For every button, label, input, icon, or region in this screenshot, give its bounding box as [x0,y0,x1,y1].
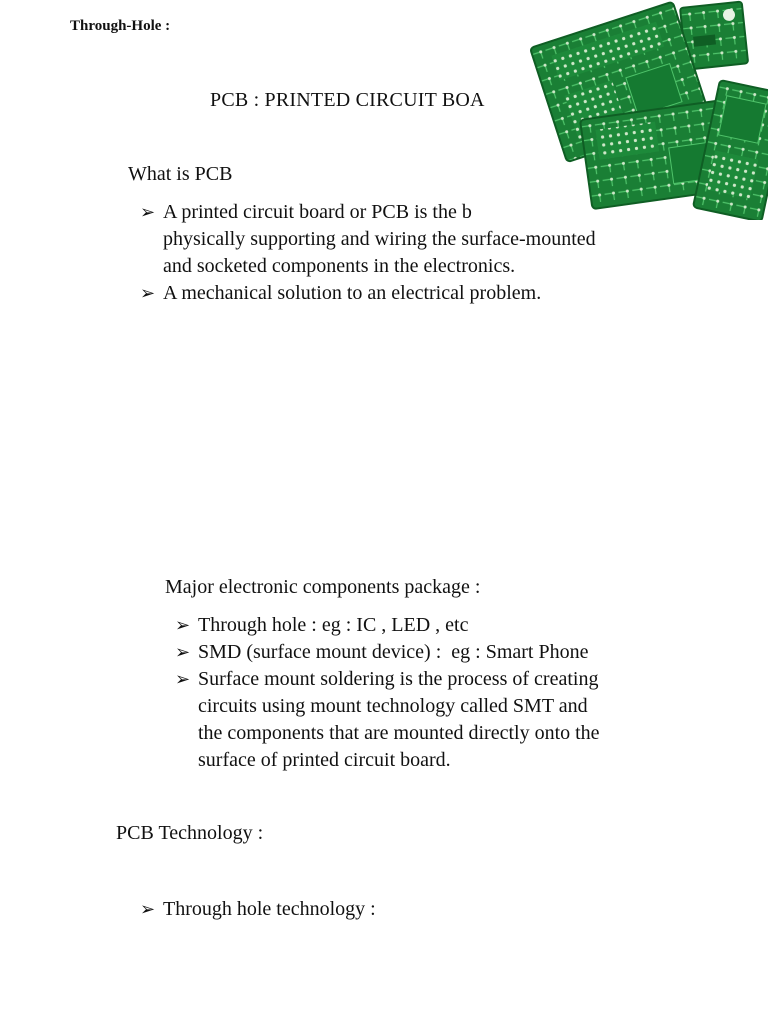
list-item-text: physically supporting and wiring the surface-mounted [163,228,596,250]
arrowhead-bullet-icon: ➢ [140,202,156,223]
list-item-text: Through hole technology : [163,898,376,920]
section-heading-what-is-pcb: What is PCB [128,163,233,185]
list-item-text: and socketed components in the electronics. [163,255,516,277]
arrowhead-bullet-icon: ➢ [175,615,191,636]
list-item-text: surface of printed circuit board. [198,749,451,771]
list-item-text: A mechanical solution to an electrical problem. [163,282,542,304]
list-item [140,199,683,226]
list-item-continuation [163,226,683,253]
pcb-photo [520,0,768,220]
pcb-boards-illustration [520,0,768,220]
pcb-definition-list [140,199,683,307]
list-item-text: the components that are mounted directly onto the [198,722,600,744]
list-item [140,896,563,923]
list-item-continuation [163,253,683,280]
list-item-continuation [198,747,688,774]
list-item-continuation [198,720,688,747]
arrowhead-bullet-icon: ➢ [140,283,156,304]
arrowhead-bullet-icon: ➢ [175,669,191,690]
arrowhead-bullet-icon: ➢ [140,899,156,920]
list-item-text: Surface mount soldering is the process of creating [198,668,599,690]
list-item-text: circuits using mount technology called SMT and [198,695,588,717]
list-item-text: SMD (surface mount device) : eg : Smart Phone [198,641,589,663]
page-corner-label: Through-Hole : [70,18,171,34]
list-item-continuation [198,693,688,720]
list-item [175,639,688,666]
page-title: PCB : PRINTED CIRCUIT BOA [210,89,485,111]
list-item-text: Through hole : eg : IC , LED , etc [198,614,469,636]
list-item [175,612,688,639]
section-heading-packages: Major electronic components package : [165,576,481,598]
arrowhead-bullet-icon: ➢ [175,642,191,663]
list-item [175,666,688,693]
section-heading-pcb-technology: PCB Technology : [116,822,264,844]
list-item-text: A printed circuit board or PCB is the b [163,201,472,223]
list-item [140,280,683,307]
packages-list [175,612,688,774]
technology-list [140,896,563,923]
